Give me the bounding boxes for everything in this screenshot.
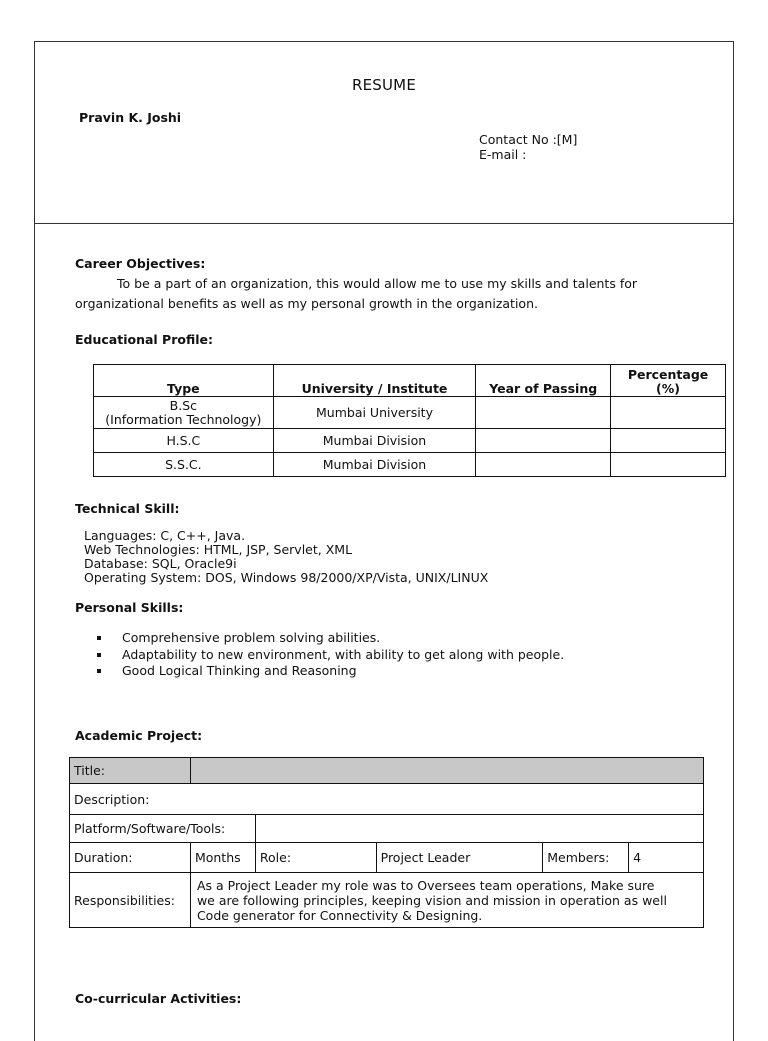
members-label: Members: [543, 843, 629, 873]
technical-skill-heading: Technical Skill: [75, 501, 180, 516]
title-label: Title: [70, 758, 191, 784]
edu-year-cell [476, 453, 611, 477]
responsibilities-label: Responsibilities: [70, 873, 191, 928]
career-objectives-heading: Career Objectives: [75, 256, 206, 271]
platform-value [255, 815, 703, 843]
col-university: University / Institute [273, 365, 476, 397]
edu-type-cell: H.S.C [94, 429, 274, 453]
duration-label: Duration: [70, 843, 191, 873]
technical-line-os: Operating System: DOS, Windows 98/2000/XP/Vista, UNIX/LINUX [84, 570, 489, 585]
list-item: Comprehensive problem solving abilities. [97, 630, 564, 647]
table-row [94, 429, 726, 453]
platform-label: Platform/Software/Tools: [70, 815, 256, 843]
project-duration-row [70, 843, 704, 873]
table-row [94, 453, 726, 477]
project-responsibilities-row [70, 873, 704, 928]
academic-project-heading: Academic Project: [75, 728, 203, 743]
edu-percentage-cell [611, 397, 726, 429]
list-item: Good Logical Thinking and Reasoning [97, 663, 564, 680]
edu-university-cell: Mumbai Division [273, 429, 476, 453]
duration-unit: Months [190, 843, 255, 873]
edu-type-cell: B.Sc (Information Technology) [94, 397, 274, 429]
technical-skill-list [84, 529, 488, 585]
edu-percentage-cell [611, 429, 726, 453]
technical-line-web: Web Technologies: HTML, JSP, Servlet, XML [84, 542, 353, 557]
edu-year-cell [476, 397, 611, 429]
project-title-row [70, 758, 704, 784]
project-description-row [70, 784, 704, 815]
col-type: Type [94, 365, 274, 397]
education-header-row [94, 365, 726, 397]
contact-number: Contact No :[M] [479, 132, 578, 147]
table-row [94, 397, 726, 429]
email: E-mail : [479, 147, 527, 162]
resume-page [34, 41, 734, 1041]
document-title: RESUME [351, 76, 417, 94]
col-year: Year of Passing [476, 365, 611, 397]
technical-line-languages: Languages: C, C++, Java. [84, 528, 246, 543]
list-item: Adaptability to new environment, with ability to get along with people. [97, 647, 564, 664]
role-label: Role: [255, 843, 376, 873]
members-value: 4 [629, 843, 704, 873]
contact-block [479, 132, 577, 162]
technical-line-database: Database: SQL, Oracle9i [84, 556, 237, 571]
edu-year-cell [476, 429, 611, 453]
career-line-1: To be a part of an organization, this would allow me to use my skills and talents for [117, 276, 638, 291]
role-value: Project Leader [376, 843, 543, 873]
career-line-2: organizational benefits as well as my personal growth in the organization. [75, 296, 538, 311]
educational-profile-heading: Educational Profile: [75, 332, 213, 347]
project-platform-row [70, 815, 704, 843]
header-divider [35, 223, 733, 224]
responsibilities-text: As a Project Leader my role was to Oversees team operations, Make sure we are following principles, keeping vision and mission in operation as well Code generator for Connectivity & Designing. [190, 873, 703, 928]
personal-skills-heading: Personal Skills: [75, 600, 184, 615]
candidate-name: Pravin K. Joshi [79, 110, 182, 125]
col-percentage: Percentage (%) [611, 365, 726, 397]
career-objectives-text [75, 274, 715, 314]
edu-university-cell: Mumbai Division [273, 453, 476, 477]
personal-skills-list [97, 630, 564, 680]
edu-type-cell: S.S.C. [94, 453, 274, 477]
education-table [93, 364, 726, 477]
title-value [190, 758, 703, 784]
edu-percentage-cell [611, 453, 726, 477]
edu-university-cell: Mumbai University [273, 397, 476, 429]
academic-project-table [69, 757, 704, 928]
description-label: Description: [70, 784, 704, 815]
cocurricular-heading: Co-curricular Activities: [75, 991, 242, 1006]
